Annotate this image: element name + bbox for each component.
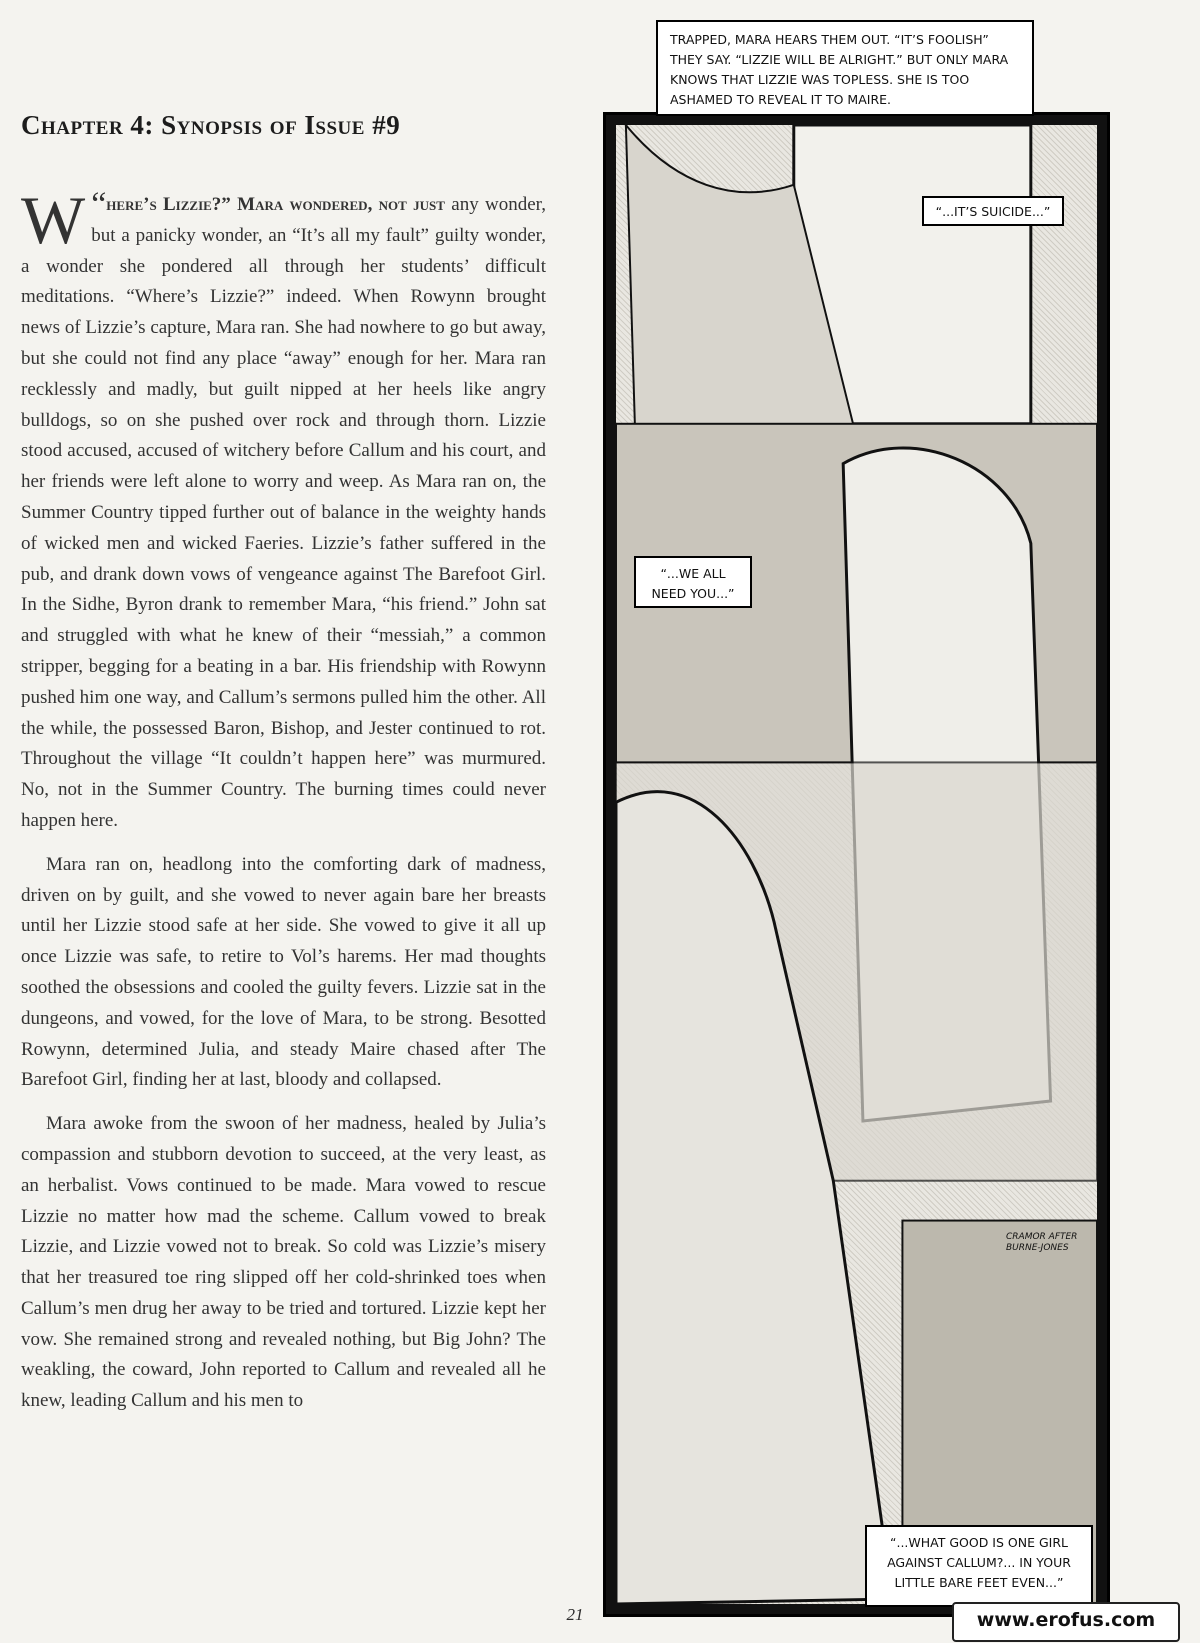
page-number: 21 <box>566 1605 584 1624</box>
paragraph-lead: here’s Lizzie?” Mara wondered, not just <box>106 194 445 215</box>
chapter-title: Chapter 4: Synopsis of Issue #9 <box>21 110 401 140</box>
comic-panel <box>603 112 1110 1617</box>
drop-cap: W <box>21 182 86 258</box>
paragraph-3: Mara awoke from the swoon of her madness, healed by Julia’s compassion and stubborn devotion to succeed, at the very least, as an herbalist. Vows continued to be made. Mara vowed to rescue Lizzie no matter how mad the scheme. Callum vowed to break Lizzie, and Lizzie vowed not to break. So cold was Lizzie’s misery that her treasured toe ring slipped off her cold-shrinked toes when Callum’s men drug her away to be tried and tortured. Lizzie kept her vow. She remained strong and revealed nothing, but Big John? The weakling, the coward, John reported to Callum and revealed all he knew, leading Callum and his men to <box>21 1113 546 1412</box>
speech-balloon-bare-feet: “...WHAT GOOD IS ONE GIRL AGAINST CALLUM?... IN YOUR LITTLE BARE FEET EVEN...” <box>865 1525 1093 1607</box>
paragraph-2: Mara ran on, headlong into the comforting dark of madness, driven on by guilt, and she vowed to never again bare her breasts until her Lizzie stood safe at her side. She vowed to give it all up once Lizzie was safe, to retire to Vol’s harems. Her mad thoughts soothed the obsessions and cooled the guilty fevers. Lizzie sat in the dungeons, and vowed, for the love of Mara, to be strong. Besotted Rowynn, determined Julia, and steady Maire chased after The Barefoot Girl, finding her at last, bloody and collapsed. <box>21 853 546 1091</box>
speech-balloon-need-you: “...WE ALL NEED YOU...” <box>634 556 752 608</box>
comic-artwork <box>616 125 1097 1604</box>
artist-signature: CRAMOR AFTER BURNE-JONES <box>1006 1232 1078 1253</box>
comic-illustration <box>616 125 1097 1604</box>
paragraph-1-body: any wonder, but a panicky wonder, an “It’s all my fault” guilty wonder, a wonder she pondered all through her students’ difficult meditations. “Where’s Lizzie?” indeed. When Rowynn brought news of Lizzie’s capture, Mara ran. She had nowhere to go but away, but she could not find any place “away” enough for her. Mara ran recklessly and madly, but guilt nipped at her heels like angry bulldogs, so on she pushed over rock and through thorn. Lizzie stood accused, accused of witchery before Callum and his court, and her friends were left alone to worry and weep. As Mara ran on, the Summer Country tipped further out of balance in the weighty hands of wicked men and wicked Faeries. Lizzie’s father suffered in the pub, and drank down vows of vengeance against The Barefoot Girl. In the Sidhe, Byron drank to remember Mara, “his friend.” John sat and struggled with what he knew of their “messiah,” a common stripper, begging for a beating in a bar. His friendship with Rowynn pushed him one way, and Callum’s sermons pulled him the other. All the while, the possessed Baron, Bishop, and Jester continued to rot. Throughout the village “It couldn’t happen here” was murmured. No, not in the Summer Country. The burning times could never happen here. <box>21 194 546 831</box>
synopsis-text <box>21 182 546 1430</box>
speech-balloon-suicide: “...IT’S SUICIDE...” <box>922 196 1064 226</box>
opening-quote: “ <box>91 186 107 223</box>
comic-caption: TRAPPED, MARA HEARS THEM OUT. “IT’S FOOLISH” THEY SAY. “LIZZIE WILL BE ALRIGHT.” BUT ONLY MARA KNOWS THAT LIZZIE WAS TOPLESS. SHE IS TOO ASHAMED TO REVEAL IT TO MAIRE. <box>656 20 1034 116</box>
paragraph-1 <box>21 182 546 837</box>
watermark-link[interactable]: www.erofus.com <box>952 1602 1180 1642</box>
